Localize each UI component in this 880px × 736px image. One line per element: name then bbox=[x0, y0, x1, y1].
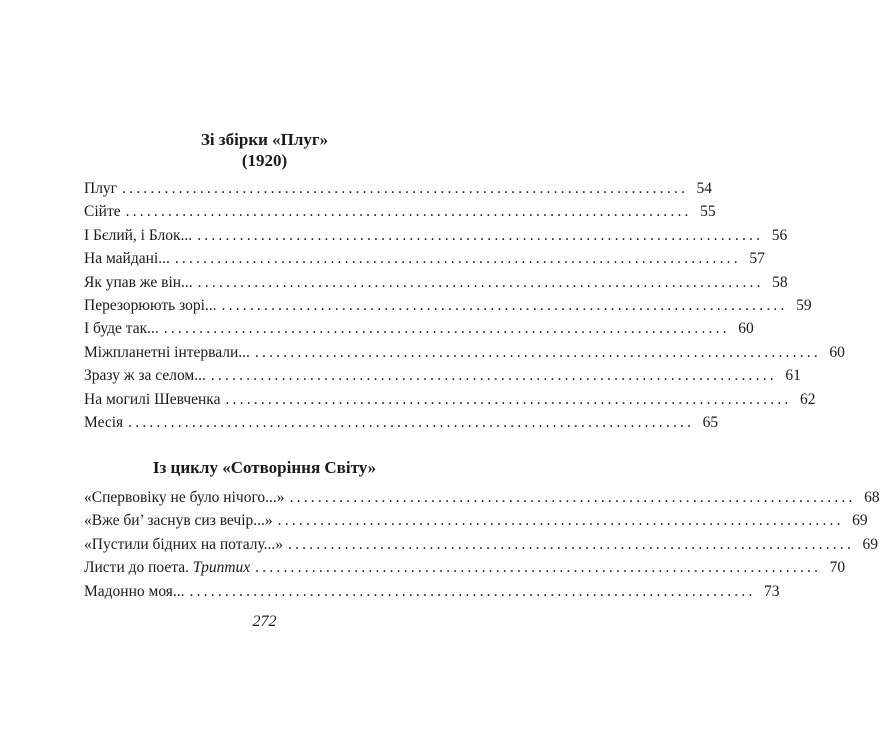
dot-leader: ................................................................................ bbox=[289, 489, 856, 506]
page-ref: 59 bbox=[796, 296, 812, 314]
dot-leader: ................................................................................ bbox=[221, 296, 788, 314]
page-ref: 73 bbox=[764, 582, 780, 600]
page-ref: 55 bbox=[700, 203, 716, 221]
toc-entry[interactable]: «Спервовіку не було нічого...» ................................................................................ 68 bbox=[84, 486, 455, 509]
toc-entry[interactable]: І Бєлий, і Блок... ................................................................................ 56 bbox=[84, 224, 455, 247]
dot-leader: ................................................................................ bbox=[210, 367, 777, 385]
page-ref: 54 bbox=[696, 180, 713, 197]
dot-leader: ................................................................................ bbox=[189, 582, 756, 600]
page-ref: 57 bbox=[749, 250, 765, 268]
toc-entry[interactable]: Месія ................................................................................ 65 bbox=[84, 411, 455, 434]
toc-entry[interactable]: На майдані... ................................................................................ 57 bbox=[84, 247, 455, 270]
toc-list-section-2 bbox=[84, 486, 880, 603]
dot-leader: ................................................................................ bbox=[197, 273, 764, 291]
page-ref: 58 bbox=[772, 273, 788, 291]
dot-leader: ................................................................................ bbox=[255, 559, 822, 577]
toc-entry[interactable]: «Вже би’ заснув сиз вечір...» ................................................................................ 69 bbox=[84, 509, 455, 532]
page-ref: 62 bbox=[799, 390, 816, 408]
page-ref: 70 bbox=[829, 559, 846, 577]
entry-title-text: Листи до поета. bbox=[84, 559, 193, 577]
dot-leader: ................................................................................ bbox=[197, 226, 764, 244]
page-ref: 65 bbox=[702, 413, 719, 431]
dot-leader: ................................................................................ bbox=[254, 343, 821, 361]
toc-entry[interactable]: Мадонно моя... ................................................................................ 73 bbox=[84, 580, 455, 603]
toc-entry[interactable]: Зразу ж за селом... ................................................................................ 61 bbox=[84, 364, 455, 387]
section-1-title: Зі збірки «Плуг» bbox=[200, 130, 329, 149]
page-ref: 60 bbox=[829, 343, 845, 361]
page-ref: 69 bbox=[862, 535, 879, 553]
dot-leader: ................................................................................ bbox=[277, 512, 844, 530]
toc-entry[interactable]: Як упав же він... ................................................................................ 58 bbox=[84, 271, 455, 294]
toc-entry[interactable]: Сійте ................................................................................ 55 bbox=[84, 200, 455, 223]
dot-leader: ................................................................................ bbox=[125, 203, 692, 221]
toc-entry[interactable]: Плуг ................................................................................ 54 bbox=[84, 177, 455, 200]
section-1-year: (1920) bbox=[241, 151, 288, 170]
dot-leader: ................................................................................ bbox=[128, 413, 695, 431]
page-ref: 61 bbox=[785, 367, 801, 385]
toc-entry[interactable]: «Пустили бідних на поталу...» ................................................................................ 69 bbox=[84, 533, 455, 556]
dot-leader: ................................................................................ bbox=[225, 390, 792, 408]
toc-entry[interactable]: І буде так... ................................................................................ 60 bbox=[84, 317, 455, 340]
section-2-title: Із циклу «Сотворіння Світу» bbox=[152, 458, 377, 477]
dot-leader: ................................................................................ bbox=[288, 535, 855, 553]
dot-leader: ................................................................................ bbox=[163, 320, 730, 338]
toc-entry[interactable]: Міжпланетні інтервали... ................................................................................ 60 bbox=[84, 341, 455, 364]
toc-entry[interactable]: Перезорюють зорі... ................................................................................ 59 bbox=[84, 294, 455, 317]
page-ref: 56 bbox=[771, 226, 788, 244]
toc-entry[interactable] bbox=[84, 556, 846, 579]
toc-entry[interactable]: На могилі Шевченка ................................................................................ 62 bbox=[84, 388, 455, 411]
dot-leader: ................................................................................ bbox=[174, 250, 741, 268]
page-ref: 68 bbox=[864, 489, 880, 506]
entry-title-italic: Триптих bbox=[192, 559, 251, 577]
page-ref: 60 bbox=[738, 320, 754, 338]
dot-leader: ................................................................................ bbox=[122, 180, 689, 197]
page-number: 272 bbox=[252, 613, 277, 630]
page-ref: 69 bbox=[852, 512, 868, 530]
toc-list-section-1 bbox=[84, 177, 845, 434]
